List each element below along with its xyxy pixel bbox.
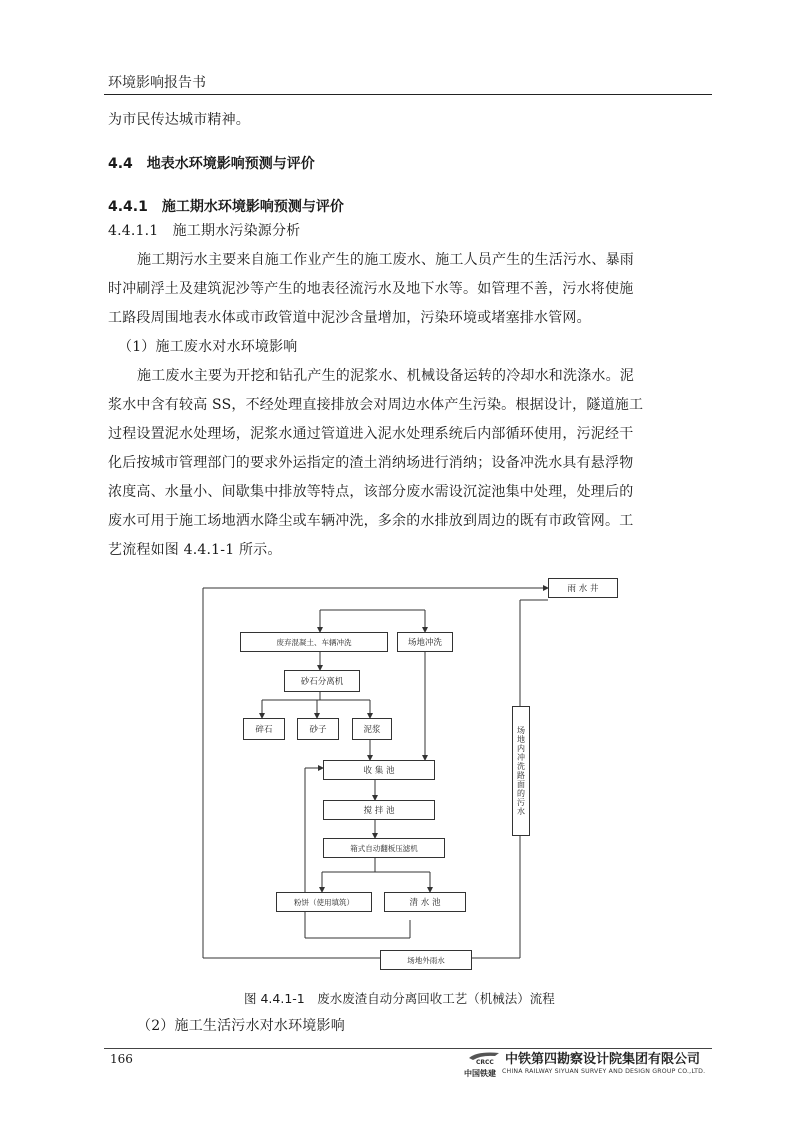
section-heading-4-4: 4.4 地表水环境影响预测与评价 — [108, 156, 315, 172]
slurry-box: 泥浆 — [352, 718, 392, 740]
paragraph-2-line-3: 过程设置泥水处理场，泥浆水通过管道进入泥水处理系统后内部循环使用，污泥经干 — [108, 426, 634, 442]
paragraph-2-line-6: 废水可用于施工场地洒水降尘或车辆冲洗，多余的水排放到周边的既有市政管网。工 — [108, 513, 634, 529]
paragraph-2-line-4: 化后按城市管理部门的要求外运指定的渣土消纳场进行消纳；设备冲洗水具有悬浮物 — [108, 455, 634, 471]
collect-pool-box: 收 集 池 — [323, 760, 435, 780]
mud-cake-box: 粉饼（使用填筑） — [276, 892, 372, 912]
section-heading-4-4-1-1: 4.4.1.1 施工期水污染源分析 — [108, 223, 301, 239]
running-header: 环境影响报告书 — [108, 75, 206, 91]
sand-separator-box: 砂石分离机 — [284, 670, 360, 692]
figure-caption: 图 4.4.1-1 废水废渣自动分离回收工艺（机械法）流程 — [244, 991, 555, 1006]
waste-concrete-box: 废弃混凝土、车辆冲洗 — [240, 632, 388, 652]
subheading-domestic-sewage: （2）施工生活污水对水环境影响 — [137, 1018, 345, 1034]
page-number: 166 — [110, 1052, 133, 1066]
paragraph-2-line-7: 艺流程如图 4.4.1-1 所示。 — [108, 542, 282, 558]
stir-pool-box: 搅 拌 池 — [323, 800, 435, 820]
paragraph-2-line-2: 浆水中含有较高 SS，不经处理直接排放会对周边水体产生污染。根据设计，隧道施工 — [108, 397, 644, 413]
clear-pool-box: 清 水 池 — [384, 892, 466, 912]
section-heading-4-4-1: 4.4.1 施工期水环境影响预测与评价 — [108, 199, 344, 215]
company-name-cn: 中铁第四勘察设计院集团有限公司 — [505, 1052, 701, 1067]
paragraph-1-line-1: 施工期污水主要来自施工作业产生的施工废水、施工人员产生的生活污水、暴雨 — [137, 252, 634, 268]
site-wastewater-box: 场地内冲洗路面的污水 — [512, 706, 530, 836]
company-name-en: CHINA RAILWAY SIYUAN SURVEY AND DESIGN GROUP CO.,LTD. — [502, 1068, 706, 1075]
sand-box: 砂子 — [297, 718, 339, 740]
paragraph-1-line-2: 时冲刷浮土及建筑泥沙等产生的地表径流污水及地下水等。如管理不善，污水将使施 — [108, 281, 634, 297]
logo-mark-text: CRCC — [476, 1059, 494, 1066]
filter-press-box: 箱式自动翻板压滤机 — [323, 838, 445, 858]
rain-well-box: 雨 水 井 — [548, 578, 618, 598]
paragraph-2-line-5: 浓度高、水量小、间歇集中排放等特点，该部分废水需设沉淀池集中处理，处理后的 — [108, 484, 634, 500]
prev-paragraph-tail: 为市民传达城市精神。 — [108, 112, 250, 128]
gravel-box: 碎石 — [243, 718, 285, 740]
logo-text: 中国铁建 — [464, 1069, 496, 1078]
site-wash-box: 场地冲洗 — [397, 632, 453, 652]
paragraph-1-line-3: 工路段周围地表水体或市政管道中泥沙含量增加，污染环境或堵塞排水管网。 — [108, 310, 591, 326]
subheading-construction-wastewater: （1）施工废水对水环境影响 — [118, 339, 298, 355]
paragraph-2-line-1: 施工废水主要为开挖和钻孔产生的泥浆水、机械设备运转的冷却水和洗涤水。泥 — [137, 368, 634, 384]
crcc-logo-icon — [467, 1050, 501, 1066]
site-rain-box: 场地外雨水 — [380, 950, 472, 970]
